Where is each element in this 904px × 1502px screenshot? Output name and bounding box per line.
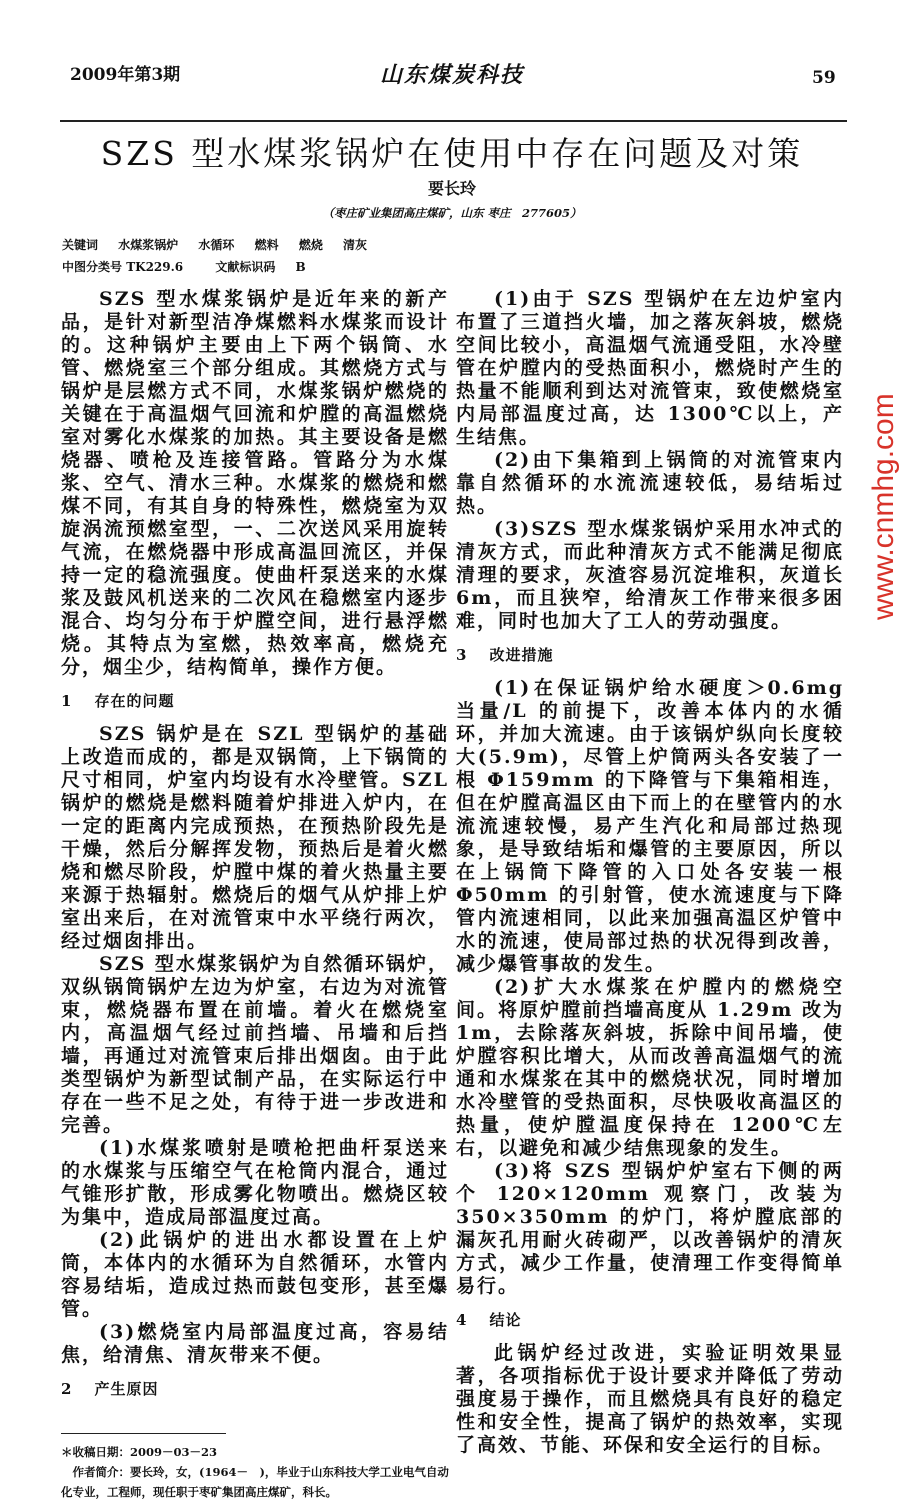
paragraph: (3)将 SZS 型锅炉炉室右下侧的两个 120×120mm 观察门，改装为 350×350mm 的炉门，将炉膛底部的漏灰孔用耐火砖砌严，以改善锅炉的清灰方式，减少工作量，使清理工作变得简单易行。 [456,1160,844,1297]
keyword: 水煤浆锅炉 [118,238,179,252]
footnote-rule [61,1433,226,1434]
classification [62,258,322,275]
paragraph: SZS 锅炉是在 SZL 型锅炉的基础上改造而成的，都是双锅筒，上下锅筒的尺寸相同，炉室内均设有水冷壁管。SZL 锅炉的燃烧是燃料随着炉排进入炉内，在一定的距离内完成预热，在预热阶段先是干燥，然后分解挥发物，预热后是着火燃烧和燃尽阶段，炉膛中煤的着火热量主要来源于热辐射。燃烧后的烟气从炉排上炉室出来后，在对流管束中水平绕行两次，经过烟囱排出。 [61,723,449,952]
footnote-bio: 作者简介：要长玲，女，(1964－ )，毕业于山东科技大学工业电气自动化专业，工程师，现任职于枣矿集团高庄煤矿，科长。 [61,1465,449,1499]
clc-label: 中图分类号 [62,260,123,274]
author: 要长玲 [427,179,476,198]
section-number: 1 [61,692,73,710]
right-column [456,288,844,1457]
section-number: 4 [456,1311,468,1329]
section-number: 3 [456,646,468,664]
keyword: 燃烧 [298,238,323,252]
intro-paragraph: SZS 型水煤浆锅炉是近年来的新产品，是针对新型洁净煤燃料水煤浆而设计的。这种锅炉主要由上下两个锅筒、水管、燃烧室三个部分组成。其燃烧方式与锅炉是层燃方式不同，水煤浆锅炉燃烧的关键在于高温烟气回流和炉膛的高温燃烧室对雾化水煤浆的加热。其主要设备是燃烧器、喷枪及连接管路。管路分为水煤浆、空气、清水三种。水煤浆的燃烧和燃煤不同，有其自身的特殊性，燃烧室为双旋涡流预燃室型，一、二次送风采用旋转气流，在燃烧器中形成高温回流区，并保持一定的稳流强度。使曲杆泵送来的水煤浆及鼓风机送来的二次风在稳燃室内逐步混合、均匀分布于炉膛空间，进行悬浮燃烧。其特点为室燃，热效率高，燃烧充分，烟尘少，结构简单，操作方便。 [61,288,449,678]
doc-code-label: 文献标识码 [215,260,276,274]
left-column [61,288,449,1502]
section-heading [456,645,844,665]
footnotes [61,1433,449,1502]
keyword: 水循环 [198,238,235,252]
page-number: 59 [812,68,836,88]
paragraph: 此锅炉经过改进，实验证明效果显著，各项指标优于设计要求并降低了劳动强度易于操作，而且燃烧具有良好的稳定性和安全性，提高了锅炉的热效率，实现了高效、节能、环保和安全运行的目标。 [456,1342,844,1456]
paragraph: (2)扩大水煤浆在炉膛内的燃烧空间。将原炉膛前挡墙高度从 1.29m 改为 1m，去除落灰斜坡，拆除中间吊墙，使炉膛容积比增大，从而改善高温烟气的流通和水煤浆在其中的燃烧状况，同时增加水冷壁管的受热面积，尽快吸收高温区的热量，使炉膛温度保持在 1200℃左右，以避免和减少结焦现象的发生。 [456,976,844,1159]
section-heading [456,1310,844,1330]
paragraph: (2)此锅炉的进出水都设置在上炉筒，本体内的水循环为自然循环，水管内容易结垢，造成过热而鼓包变形，甚至爆管。 [61,1229,449,1320]
section-title: 结论 [489,1311,522,1329]
section-title: 存在的问题 [94,692,175,710]
section-title: 产生原因 [94,1380,159,1398]
clc-code: TK229.6 [126,260,184,274]
issue-label: 2009年第3期 [70,65,181,85]
section-number: 2 [61,1380,73,1398]
keyword: 燃料 [254,238,279,252]
paragraph: (1)由于 SZS 型锅炉在左边炉室内布置了三道挡火墙，加之落灰斜坡，燃烧空间比较小，高温烟气流通受阻，水冷壁管在炉膛内的受热面积小，燃烧时产生的热量不能顺利到达对流管束，致使燃烧室内局部温度过高，达 1300℃以上，产生结焦。 [456,288,844,448]
section-title: 改进措施 [489,646,554,664]
paragraph: (3)燃烧室内局部温度过高，容易结焦，给清焦、清灰带来不便。 [61,1321,449,1366]
footnote-received: ＊收稿日期：2009－03－23 [61,1445,218,1459]
affiliation: （枣庄矿业集团高庄煤矿，山东 枣庄 277605） [322,206,582,220]
header-rule [60,120,847,122]
paragraph: (2)由下集箱到上锅筒的对流管束内靠自然循环的水流流速较低，易结垢过热。 [456,449,844,517]
paragraph: SZS 型水煤浆锅炉为自然循环锅炉，双纵锅筒锅炉左边为炉室，右边为对流管束，燃烧器布置在前墙。着火在燃烧室内，高温烟气经过前挡墙、吊墙和后挡墙，再通过对流管束后排出烟囱。由于此类型锅炉为新型试制产品，在实际运行中存在一些不足之处，有待于进一步改进和完善。 [61,953,449,1136]
paragraph: (3)SZS 型水煤浆锅炉采用水冲式的清灰方式，而此种清灰方式不能满足彻底清理的要求，灰渣容易沉淀堆积，灰道长 6m，而且狭窄，给清灰工作带来很多困难，同时也加大了工人的劳动强度。 [456,518,844,632]
paper-title: SZS 型水煤浆锅炉在使用中存在问题及对策 [100,134,804,173]
paragraph: (1)水煤浆喷射是喷枪把曲杆泵送来的水煤浆与压缩空气在枪筒内混合，通过气锥形扩散，形成雾化物喷出。燃烧区较为集中，造成局部温度过高。 [61,1137,449,1228]
keywords [62,236,383,253]
keyword: 清灰 [343,238,368,252]
watermark: www.cnmhg.com [867,393,900,620]
section-heading [61,691,449,711]
section-heading [61,1379,449,1399]
paragraph: (1)在保证锅炉给水硬度＞0.6mg 当量/L 的前提下，改善本体内的水循环，并加大流速。由于该锅炉纵向长度较大(5.9m)，尽管上炉筒两头各安装了一根 Φ159mm 的下降管与下集箱相连，但在炉膛高温区由下而上的在壁管内的水流流速较慢，易产生汽化和局部过热现象，是导致结垢和爆管的主要原因，所以在上锅筒下降管的入口处各安装一根 Φ50mm 的引射管，使水流速度与下降管内流速相同，以此来加强高温区炉管中水的流速，使局部过热的状况得到改善，减少爆管事故的发生。 [456,677,844,975]
journal-logo: 山东煤炭科技 [380,62,525,88]
doc-code: B [295,260,306,274]
keywords-label: 关键词 [62,238,99,252]
